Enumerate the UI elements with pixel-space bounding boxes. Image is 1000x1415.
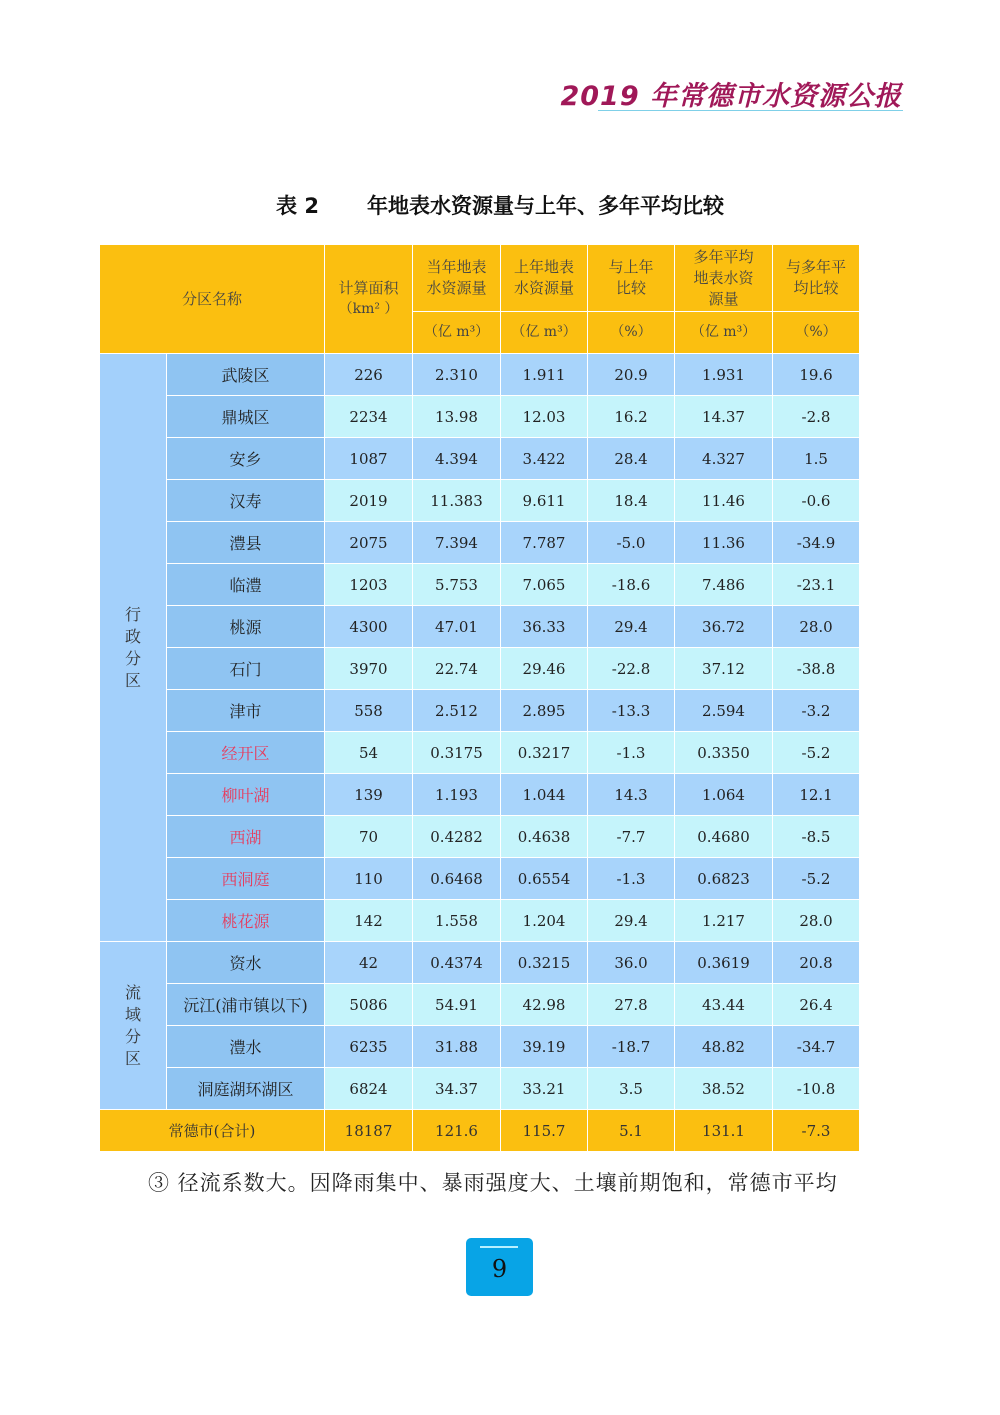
table-row <box>100 816 860 858</box>
table-title: 年地表水资源量与上年、多年平均比较 <box>366 194 724 218</box>
report-header-title: 2019 年常德市水资源公报 <box>560 81 902 112</box>
header-vs-previous-label: 与上年比较 <box>608 258 654 297</box>
cell-vs-previous: 3.5 <box>588 1068 675 1110</box>
cell-previous: 42.98 <box>501 984 588 1026</box>
cell-vs-average: -3.2 <box>773 690 860 732</box>
cell-vs-average: -0.6 <box>773 480 860 522</box>
region-name-cell: 沅江(浦市镇以下) <box>167 984 325 1026</box>
cell-previous: 2.895 <box>501 690 588 732</box>
cell-average: 0.6823 <box>675 858 773 900</box>
table-row <box>100 900 860 942</box>
cell-current: 1.558 <box>413 900 501 942</box>
group-label <box>100 942 167 1110</box>
table-caption <box>0 190 1000 220</box>
header-area <box>325 245 413 354</box>
cell-vs-average: -34.9 <box>773 522 860 564</box>
header-average-label: 多年平均地表水资源量 <box>693 247 754 308</box>
header-vs-average <box>773 245 860 312</box>
unit-current: （亿 m³） <box>413 312 501 354</box>
cell-current: 0.4374 <box>413 942 501 984</box>
region-name-cell: 武陵区 <box>167 354 325 396</box>
region-name-cell: 安乡 <box>167 438 325 480</box>
cell-average: 1.217 <box>675 900 773 942</box>
cell-area: 6824 <box>325 1068 413 1110</box>
body-paragraph: ③ 径流系数大。因降雨集中、暴雨强度大、土壤前期饱和，常德市平均 <box>148 1171 838 1195</box>
header-previous <box>501 245 588 312</box>
cell-previous: 29.46 <box>501 648 588 690</box>
cell-area: 1087 <box>325 438 413 480</box>
table-body <box>100 354 860 1152</box>
cell-average: 14.37 <box>675 396 773 438</box>
cell-vs-previous: -5.0 <box>588 522 675 564</box>
cell-vs-previous: 36.0 <box>588 942 675 984</box>
cell-area: 226 <box>325 354 413 396</box>
cell-area: 5086 <box>325 984 413 1026</box>
region-name-cell: 津市 <box>167 690 325 732</box>
cell-current: 2.310 <box>413 354 501 396</box>
table-row <box>100 942 860 984</box>
cell-vs-previous: -7.7 <box>588 816 675 858</box>
cell-previous: 36.33 <box>501 606 588 648</box>
table-row <box>100 774 860 816</box>
cell-area: 6235 <box>325 1026 413 1068</box>
total-previous: 115.7 <box>501 1110 588 1152</box>
table-row <box>100 1026 860 1068</box>
region-name-cell: 汉寿 <box>167 480 325 522</box>
cell-previous: 0.3217 <box>501 732 588 774</box>
region-name-cell: 桃花源 <box>167 900 325 942</box>
table-row <box>100 522 860 564</box>
table-row <box>100 606 860 648</box>
cell-current: 22.74 <box>413 648 501 690</box>
cell-vs-average: -2.8 <box>773 396 860 438</box>
total-area: 18187 <box>325 1110 413 1152</box>
group-label-text: 流域分区 <box>124 982 141 1068</box>
cell-previous: 39.19 <box>501 1026 588 1068</box>
cell-current: 5.753 <box>413 564 501 606</box>
cell-area: 54 <box>325 732 413 774</box>
table-row <box>100 1068 860 1110</box>
cell-vs-previous: -1.3 <box>588 858 675 900</box>
header-average <box>675 245 773 312</box>
cell-current: 11.383 <box>413 480 501 522</box>
table-row <box>100 648 860 690</box>
header-current <box>413 245 501 312</box>
cell-area: 42 <box>325 942 413 984</box>
cell-average: 4.327 <box>675 438 773 480</box>
cell-average: 2.594 <box>675 690 773 732</box>
cell-current: 7.394 <box>413 522 501 564</box>
cell-current: 13.98 <box>413 396 501 438</box>
region-name-cell: 资水 <box>167 942 325 984</box>
cell-vs-previous: -22.8 <box>588 648 675 690</box>
header-region: 分区名称 <box>100 245 325 354</box>
cell-average: 11.46 <box>675 480 773 522</box>
cell-average: 43.44 <box>675 984 773 1026</box>
cell-vs-average: -10.8 <box>773 1068 860 1110</box>
group-label-text: 行政分区 <box>124 604 141 690</box>
header-vs-previous <box>588 245 675 312</box>
cell-vs-previous: 18.4 <box>588 480 675 522</box>
cell-average: 1.064 <box>675 774 773 816</box>
region-name-cell: 石门 <box>167 648 325 690</box>
header-rule <box>598 110 903 111</box>
page-number: 9 <box>491 1255 508 1283</box>
total-vs-average: -7.3 <box>773 1110 860 1152</box>
cell-current: 0.4282 <box>413 816 501 858</box>
cell-average: 7.486 <box>675 564 773 606</box>
cell-current: 1.193 <box>413 774 501 816</box>
region-name-cell: 经开区 <box>167 732 325 774</box>
header-previous-label: 上年地表水资源量 <box>514 258 575 297</box>
header-area-unit: （km² ） <box>338 301 399 317</box>
cell-vs-average: 1.5 <box>773 438 860 480</box>
cell-current: 0.6468 <box>413 858 501 900</box>
table-row <box>100 690 860 732</box>
cell-current: 34.37 <box>413 1068 501 1110</box>
total-average: 131.1 <box>675 1110 773 1152</box>
unit-vs-average: （%） <box>773 312 860 354</box>
total-row <box>100 1110 860 1152</box>
cell-vs-previous: -18.6 <box>588 564 675 606</box>
table-row <box>100 858 860 900</box>
cell-current: 0.3175 <box>413 732 501 774</box>
cell-area: 2019 <box>325 480 413 522</box>
total-name-cell: 常德市(合计) <box>100 1110 325 1152</box>
region-name-cell: 临澧 <box>167 564 325 606</box>
cell-vs-average: 26.4 <box>773 984 860 1026</box>
cell-average: 36.72 <box>675 606 773 648</box>
table-row <box>100 396 860 438</box>
cell-vs-average: 19.6 <box>773 354 860 396</box>
cell-area: 142 <box>325 900 413 942</box>
cell-vs-average: 28.0 <box>773 606 860 648</box>
page-number-badge <box>466 1238 533 1296</box>
region-name-cell: 西洞庭 <box>167 858 325 900</box>
cell-vs-previous: 29.4 <box>588 900 675 942</box>
region-name-cell: 桃源 <box>167 606 325 648</box>
cell-vs-previous: -18.7 <box>588 1026 675 1068</box>
cell-area: 2075 <box>325 522 413 564</box>
cell-area: 2234 <box>325 396 413 438</box>
cell-vs-previous: -13.3 <box>588 690 675 732</box>
cell-average: 0.4680 <box>675 816 773 858</box>
cell-area: 1203 <box>325 564 413 606</box>
region-name-cell: 鼎城区 <box>167 396 325 438</box>
cell-average: 11.36 <box>675 522 773 564</box>
cell-area: 139 <box>325 774 413 816</box>
cell-vs-previous: 27.8 <box>588 984 675 1026</box>
table-row <box>100 984 860 1026</box>
cell-previous: 0.6554 <box>501 858 588 900</box>
cell-vs-average: -5.2 <box>773 858 860 900</box>
cell-vs-average: 28.0 <box>773 900 860 942</box>
cell-previous: 1.204 <box>501 900 588 942</box>
cell-vs-average: 12.1 <box>773 774 860 816</box>
cell-area: 4300 <box>325 606 413 648</box>
cell-vs-previous: 20.9 <box>588 354 675 396</box>
cell-average: 0.3619 <box>675 942 773 984</box>
header-row <box>100 245 860 312</box>
cell-average: 0.3350 <box>675 732 773 774</box>
cell-previous: 0.3215 <box>501 942 588 984</box>
table-row <box>100 732 860 774</box>
cell-previous: 1.911 <box>501 354 588 396</box>
cell-average: 37.12 <box>675 648 773 690</box>
header-area-label: 计算面积 <box>338 279 399 297</box>
region-name-cell: 洞庭湖环湖区 <box>167 1068 325 1110</box>
region-name-cell: 西湖 <box>167 816 325 858</box>
cell-current: 4.394 <box>413 438 501 480</box>
table-row <box>100 480 860 522</box>
cell-vs-average: 20.8 <box>773 942 860 984</box>
header-vs-average-label: 与多年平均比较 <box>786 258 847 297</box>
cell-previous: 3.422 <box>501 438 588 480</box>
cell-average: 48.82 <box>675 1026 773 1068</box>
region-name-cell: 柳叶湖 <box>167 774 325 816</box>
page-badge-accent <box>480 1246 518 1248</box>
cell-vs-average: -5.2 <box>773 732 860 774</box>
table-row <box>100 438 860 480</box>
cell-vs-previous: 28.4 <box>588 438 675 480</box>
cell-area: 70 <box>325 816 413 858</box>
cell-vs-previous: 14.3 <box>588 774 675 816</box>
cell-vs-average: -34.7 <box>773 1026 860 1068</box>
total-vs-previous: 5.1 <box>588 1110 675 1152</box>
cell-current: 2.512 <box>413 690 501 732</box>
region-name-cell: 澧县 <box>167 522 325 564</box>
unit-vs-previous: （%） <box>588 312 675 354</box>
unit-previous: （亿 m³） <box>501 312 588 354</box>
cell-current: 54.91 <box>413 984 501 1026</box>
cell-vs-previous: 29.4 <box>588 606 675 648</box>
cell-previous: 0.4638 <box>501 816 588 858</box>
cell-previous: 9.611 <box>501 480 588 522</box>
cell-vs-previous: 16.2 <box>588 396 675 438</box>
region-name-cell: 澧水 <box>167 1026 325 1068</box>
group-label <box>100 354 167 942</box>
cell-previous: 12.03 <box>501 396 588 438</box>
cell-area: 110 <box>325 858 413 900</box>
cell-previous: 7.787 <box>501 522 588 564</box>
water-resources-table <box>99 244 860 1152</box>
cell-previous: 33.21 <box>501 1068 588 1110</box>
cell-average: 1.931 <box>675 354 773 396</box>
cell-vs-average: -23.1 <box>773 564 860 606</box>
cell-current: 47.01 <box>413 606 501 648</box>
cell-vs-average: -8.5 <box>773 816 860 858</box>
table-row <box>100 564 860 606</box>
header-current-label: 当年地表水资源量 <box>426 258 487 297</box>
cell-previous: 1.044 <box>501 774 588 816</box>
cell-area: 558 <box>325 690 413 732</box>
table-number: 表 2 <box>276 194 319 218</box>
cell-previous: 7.065 <box>501 564 588 606</box>
cell-vs-average: -38.8 <box>773 648 860 690</box>
cell-area: 3970 <box>325 648 413 690</box>
unit-average: （亿 m³） <box>675 312 773 354</box>
table-row <box>100 354 860 396</box>
cell-vs-previous: -1.3 <box>588 732 675 774</box>
total-current: 121.6 <box>413 1110 501 1152</box>
cell-current: 31.88 <box>413 1026 501 1068</box>
cell-average: 38.52 <box>675 1068 773 1110</box>
